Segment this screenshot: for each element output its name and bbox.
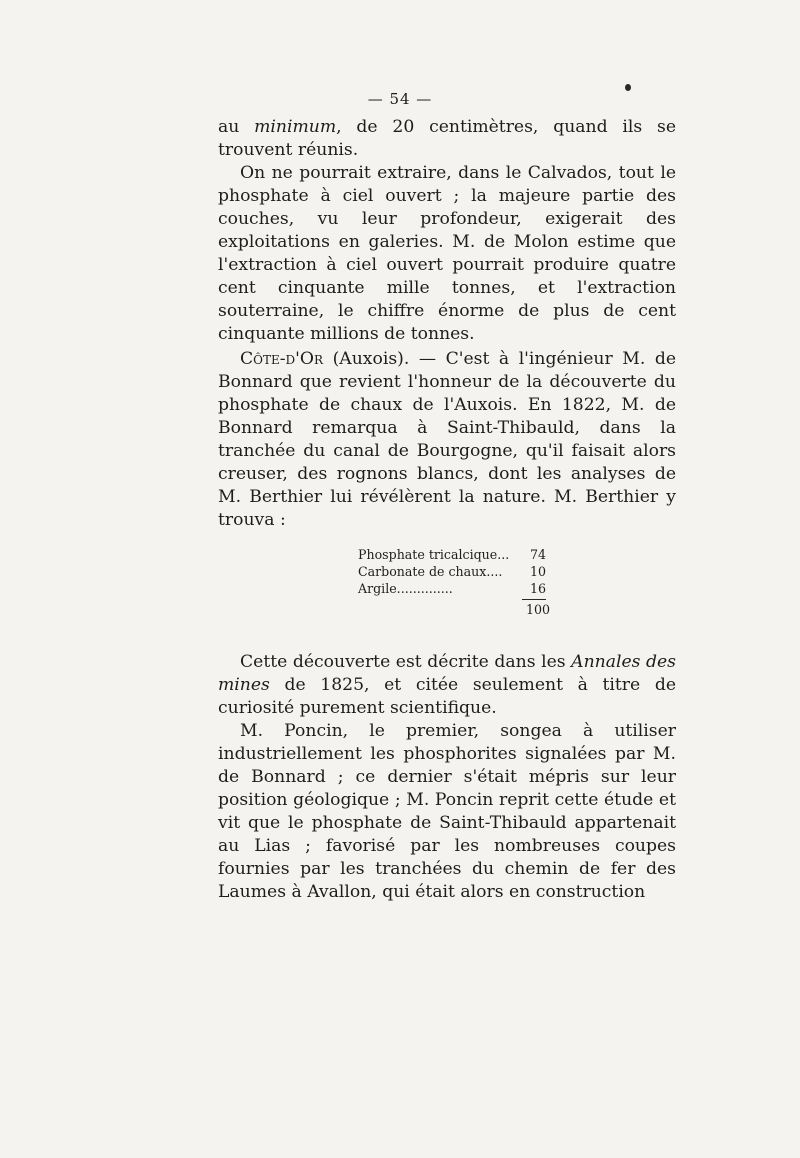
analysis-table	[358, 546, 550, 618]
paragraph-1-start: au	[218, 117, 255, 137]
page-number: — 54 —	[367, 90, 433, 108]
analysis-value: 16	[529, 581, 546, 596]
section-heading: Côte-d'Or	[240, 349, 324, 369]
analysis-row	[358, 580, 550, 597]
sum-rule	[522, 599, 546, 600]
paragraph-1	[218, 116, 676, 162]
analysis-name: Phosphate tricalcique...	[358, 547, 510, 562]
analysis-row	[358, 546, 550, 563]
text-block-bottom	[218, 651, 676, 904]
paragraph-4-emphasis: Annales des mines	[218, 652, 676, 695]
text-block-top	[218, 116, 676, 346]
paragraph-3-body: (Auxois). — C'est à l'ingénieur M. de Bonnard que revient l'honneur de la découverte du phosphate de chaux de l'Auxois. En 1822, M. de Bonnard remarqua à Saint-Thibauld, dans la tranchée du canal de Bourgogne, qu'il faisait alors creuser, des rognons blancs, dont les analyses de M. Berthier lui révélèrent la nature. M. Berthier y trouva :	[218, 349, 676, 530]
paragraph-3	[218, 348, 676, 532]
analysis-value: 74	[529, 547, 546, 562]
paragraph-1-end: , de 20 centimètres, quand ils se trouvent réunis.	[218, 117, 676, 160]
analysis-row	[358, 563, 550, 580]
paragraph-1-emphasis: minimum	[254, 117, 337, 137]
paragraph-2: On ne pourrait extraire, dans le Calvados, tout le phosphate à ciel ouvert ; la majeure partie des couches, vu leur profondeur, exigerait des exploitations en galeries. M. de Molon estime que l'extraction à ciel ouvert pourrait produire quatre cent cinquante mille tonnes, et l'extraction souterraine, le chiffre énorme de plus de cent cinquante millions de tonnes.	[218, 163, 676, 344]
analysis-total: 100	[525, 602, 550, 617]
analysis-name: Argile..............	[358, 581, 453, 596]
paragraph-4-end: de 1825, et citée seulement à titre de curiosité purement scientifique.	[218, 675, 676, 718]
paragraph-5: M. Poncin, le premier, songea à utiliser industriellement les phosphorites signalées par M. de Bonnard ; ce dernier s'était mépris sur leur position géologique ; M. Poncin reprit cette étude et vit que le phosphate de Saint-Thibauld appartenait au Lias ; favorisé par les nombreuses coupes fournies par les tranchées du chemin de fer des Laumes à Avallon, qui était alors en construction	[218, 721, 676, 902]
analysis-name: Carbonate de chaux....	[358, 564, 503, 579]
analysis-value: 10	[529, 564, 546, 579]
text-block-cote-dor	[218, 348, 676, 532]
paragraph-4	[218, 651, 676, 720]
paragraph-4-start: Cette découverte est décrite dans les	[240, 652, 572, 672]
